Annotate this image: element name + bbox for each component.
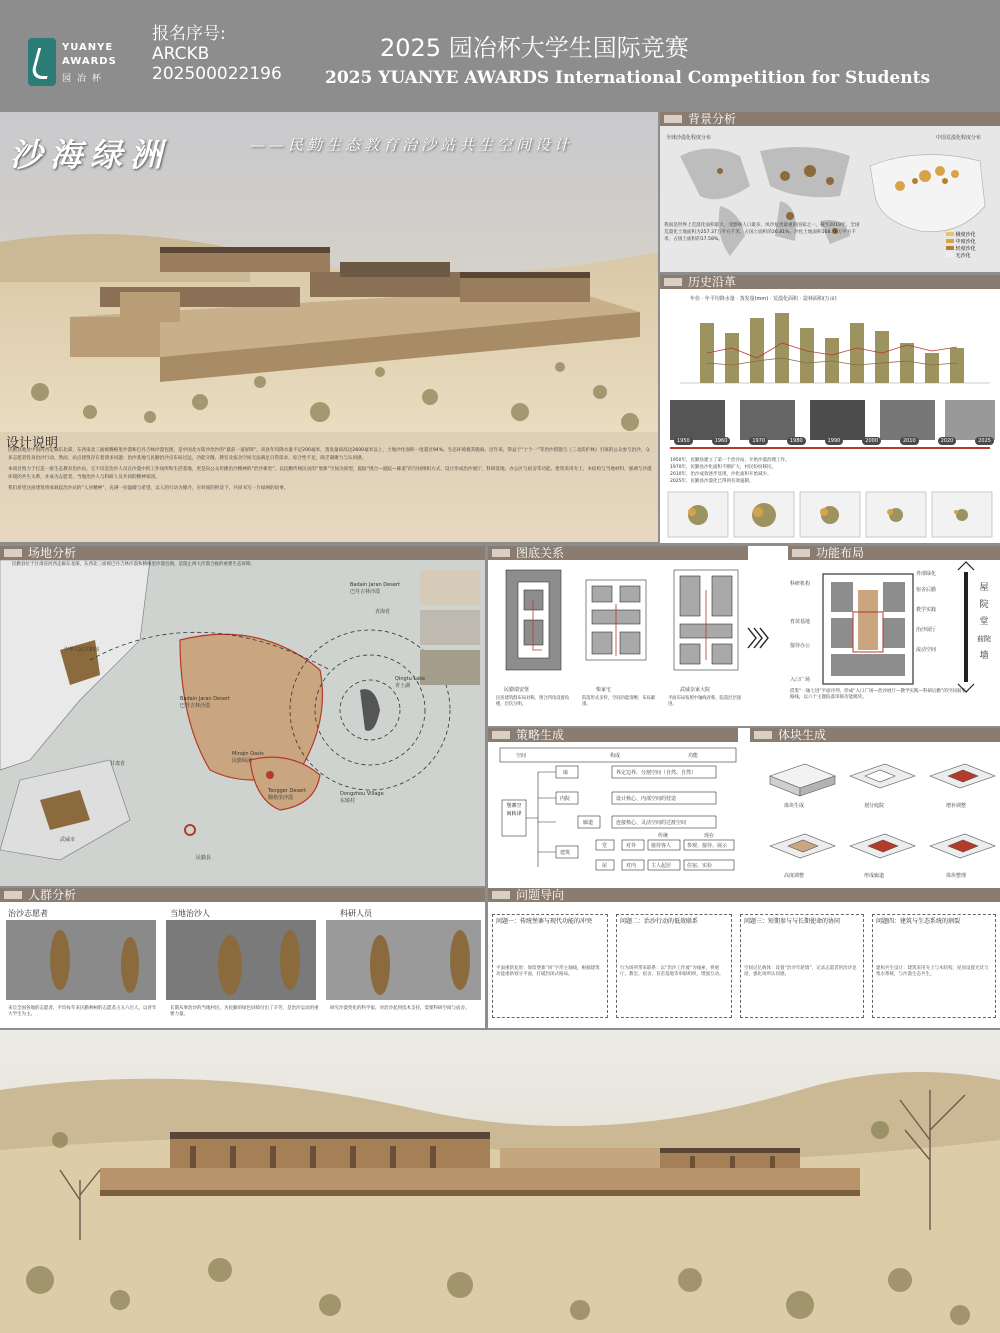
crowd-analysis-panel xyxy=(0,888,485,1028)
tree-node: 堂 xyxy=(602,843,608,849)
logo-mark-icon xyxy=(28,38,56,86)
elevation-render-image xyxy=(0,1030,1000,1333)
crowd-group-label: 治沙志愿者 xyxy=(8,909,48,918)
registration-info xyxy=(152,24,282,84)
map1-title: 全球沙漠化程度分布 xyxy=(666,135,712,141)
problem-body: 平面重新复原：保留堡寨“回”字形主轴线，根据建筑功能重新划分平面，打破封闭式格局。 xyxy=(496,966,600,977)
timeline-year: 1960 xyxy=(712,437,731,445)
section-header: 问题导向 xyxy=(488,888,1000,902)
project-subtitle: ——民勤生态教育治沙站共生空间设计 xyxy=(250,136,574,154)
timeline-year: 2025 xyxy=(975,437,994,445)
zone-label: 治沙展厅 xyxy=(916,627,937,633)
label-badain-desert: Badain Jaran Desert 巴丹吉林沙漠 xyxy=(350,582,400,595)
section-header: 场地分析 xyxy=(0,546,485,560)
timeline-year: 1950 xyxy=(674,437,693,445)
reg-label: 报名序号: xyxy=(152,24,226,44)
design-statement-text xyxy=(8,447,653,493)
tree-node: 廊道 xyxy=(583,820,594,826)
figure-ground-panel xyxy=(488,546,1000,726)
fg-name-2: 柴家宅 xyxy=(596,687,612,693)
timeline xyxy=(674,437,994,445)
strategy-panel xyxy=(488,728,1000,888)
site-note: 民勤县位于甘肃省河西走廊东北部，东西北三面被巴丹吉林沙漠和腾格里沙漠包围，是阻止两大沙漠合拢的重要生态屏障。 xyxy=(12,562,255,567)
tree-top-2: 构成 xyxy=(610,753,621,759)
title-en: 2025 YUANYE AWARDS International Competition for Students xyxy=(325,68,931,88)
elevation-render-panel xyxy=(0,1030,1000,1333)
history-legend: 年份 · 年平均降水量 · 蒸发量(mm) · 荒漠化面积 · 造林面积(万亩) xyxy=(690,296,837,302)
yuanye-awards-logo xyxy=(28,38,122,86)
zone-label: 教学实践 xyxy=(916,607,937,613)
tree-item: 设计核心、内部空间的营造 xyxy=(616,796,677,802)
zone-label: 流动空间 xyxy=(916,647,937,653)
tree-item: 界定边界、分割空间（自然、自然） xyxy=(616,770,697,776)
massing-step: 划分庭院 xyxy=(864,803,885,809)
sub-cell: 住宿、实验 xyxy=(687,863,713,869)
section-header: 策略生成 xyxy=(488,728,738,742)
map-legend xyxy=(946,232,976,260)
hero-render-panel xyxy=(0,112,658,542)
problem-card xyxy=(872,914,996,1018)
vertical-sequence xyxy=(974,580,994,665)
history-note: 2010年，治沙成效逐步显现，沙化面积开始减少。 xyxy=(670,472,772,477)
section-header: 功能布局 xyxy=(788,546,1000,560)
background-analysis-panel xyxy=(660,112,1000,272)
section-header: 背景分析 xyxy=(660,112,1000,126)
title-cn: 2025 园冶杯大学生国际竞赛 xyxy=(380,34,689,62)
massing-step: 高度调整 xyxy=(784,873,805,879)
sub-cell: 对外 xyxy=(626,843,637,849)
reg-number: 202500022196 xyxy=(152,64,282,84)
massing-step: 增补调整 xyxy=(946,803,967,809)
crowd-group-label: 当地治沙人 xyxy=(170,909,210,918)
tree-top-3: 功能 xyxy=(688,753,699,759)
massing-diagrams xyxy=(750,746,1000,886)
label-qingtu-lake: Qingtu Lake 青土湖 xyxy=(395,676,426,689)
massing-step: 形成廊道 xyxy=(864,873,885,879)
section-header: 历史沿革 xyxy=(660,275,1000,289)
history-maps xyxy=(660,490,1000,540)
label-china: 中华人民共和国 xyxy=(64,647,100,653)
design-paragraph: 民勤县地处中国河西走廊东北部，东西南北三面被腾格里沙漠和巴丹吉林沙漠包围，是中国北方防沙治沙的“最前一道屏障”。该县年均降水量不足200毫米，蒸发量却高达2600毫米以上，土地沙化面积一度超过94%。生态环境极其脆弱。近年来，得益于“十个一”等治沙措施与《三北防护林》引领的公众参与治沙，众多志愿者投身治沙行动，然而，站点建筑存在着诸多问题：治沙基地与民勤治沙点布局过远，功能分散，教室及宿舍空间无法满足日常需求，综合性不足，缺乏凝聚力与认同感。 xyxy=(8,448,650,461)
tree-item: 连接核心、灵活空间的过渡空间 xyxy=(616,820,687,826)
problem-panel xyxy=(488,888,1000,1028)
design-paragraph: 我们希望这座建筑将承载起治沙站的“人居精神”，充满一份温暖与希望，以人的行动为媒介，在时间的积淀下，共同书写一片绿洲的故事。 xyxy=(8,486,289,491)
section-header: 图底关系 xyxy=(488,546,748,560)
legend-item: 蒸发量(mm) xyxy=(739,296,769,302)
problem-body: 建构共生设计：建筑采用夯土与木结构，屋顶设置光伏与集水系统，与沙漠生态共生。 xyxy=(876,966,989,977)
project-title: 沙海绿洲 xyxy=(10,136,171,174)
sub-head: 现在 xyxy=(704,833,715,839)
seq-item: 屋 xyxy=(979,583,989,593)
tree-node: 内院 xyxy=(560,796,571,802)
label-wuwei: 武威市 xyxy=(60,837,76,843)
legend-item: 极度沙化 xyxy=(955,232,976,238)
legend-item: 年份 xyxy=(690,296,701,302)
sub-cell: 主人起居 xyxy=(651,863,672,869)
crowd-note: 长期从事治沙的当地村民，为民勤的绿色屏障付出了辛劳，是治沙运动的重要力量。 xyxy=(170,1006,319,1017)
background-text: 我国是世界上荒漠化面积最大、受影响人口最多、风沙危害最重的国家之一。截至2019年，全国荒漠化土地面积为257.37万平方千米，占国土面积的26.81%，沙化土地面积168.78万平方千米，占国土面积的17.58%。 xyxy=(664,223,860,242)
timeline-axis xyxy=(670,447,990,449)
legend-item: 轻度沙化 xyxy=(955,246,976,252)
problem-card xyxy=(740,914,864,1018)
problem-body: 行为场所带来联系：以“治沙工作流”为线索，将展厅、教室、宿舍、育苗基地等串联组织，增强互动。 xyxy=(620,966,724,977)
tree-node: 屋 xyxy=(602,863,608,869)
crowd-note: 研究沙漠变化的科学家，对治沙起到技术支持，需要科研空间与宿舍。 xyxy=(330,1006,470,1011)
fg-desc-3: 平面布局按照中轴线对称，院落层层递进。 xyxy=(668,696,742,707)
history-notes xyxy=(670,457,990,485)
tree-node: 廓 xyxy=(563,770,569,776)
sub-head: 传统 xyxy=(658,833,669,839)
section-header: 人群分析 xyxy=(0,888,485,902)
logo-word-yuanye: YUANYE xyxy=(62,42,114,53)
timeline-year: 2020 xyxy=(938,437,957,445)
zone-label: 入口广场 xyxy=(790,677,811,683)
seq-item: 堂 xyxy=(979,617,989,627)
sub-cell: 参观、接待、展示 xyxy=(687,843,728,849)
problem-title: 问题四：建筑与生态系统的割裂 xyxy=(876,918,961,925)
zone-label: 科研机构 xyxy=(790,581,811,587)
tree-root: 堡寨空间转译 xyxy=(506,803,522,817)
crowd-group-label: 科研人员 xyxy=(340,909,372,918)
problem-title: 问题一：传统堡寨与现代功能的冲突 xyxy=(496,918,593,925)
history-bar-chart xyxy=(660,303,1000,393)
tree-top-1: 空间 xyxy=(516,753,527,759)
logo-word-cn: 园冶杯 xyxy=(62,74,108,84)
problem-title: 问题三：短期参与与长期使命的协同 xyxy=(744,918,841,925)
seq-item: 前院 xyxy=(977,635,991,643)
massing-step: 体块整理 xyxy=(946,873,967,879)
legend-item: 荒漠化面积 xyxy=(773,296,799,302)
crowd-photos xyxy=(0,920,485,1000)
legend-item: 年平均降水量 xyxy=(704,296,735,302)
fg-desc-1: 民居建筑群布局对称、围合四角设置角楼，层次分明。 xyxy=(496,696,570,707)
problem-card xyxy=(616,914,732,1018)
label-minqin-county: 民勤县 xyxy=(196,855,212,861)
label-badain-main: Badain Jaran Desert 巴丹吉林沙漠 xyxy=(180,696,230,709)
zone-label: 外部绿化 xyxy=(916,571,937,577)
header xyxy=(0,0,1000,108)
crowd-note: 来自全国各地的志愿者，平均每年来民勤种树的志愿者占五六百人，以青年大学生为主。 xyxy=(8,1006,157,1017)
problem-body: 空间记忆载体：设置“治沙年轮墙”，记录志愿者的治沙足迹，强化场所认同感。 xyxy=(744,966,857,977)
history-note: 2025年，民勤县沙漠化已得到有效遏制。 xyxy=(670,479,754,484)
sub-cell: 接待客人 xyxy=(651,843,672,849)
zone-label: 育苗基地 xyxy=(790,619,811,625)
label-minqin-oasis: Minqin Oasis 民勤绿洲 xyxy=(232,751,264,764)
legend-item: 无沙化 xyxy=(955,253,971,259)
map2-title: 中国荒漠化程度分布 xyxy=(936,135,982,141)
timeline-year: 1990 xyxy=(825,437,844,445)
reg-code: ARCKB xyxy=(152,44,210,64)
tree-node: 建筑 xyxy=(560,850,571,856)
fg-desc-2: 院落形式多样，空间功能清晰，布局紧凑。 xyxy=(582,696,656,707)
timeline-year: 1970 xyxy=(749,437,768,445)
fg-name-3: 武威杂家大院 xyxy=(680,687,711,693)
function-note: 借鉴“一轴七进”平面序列，形成“入口广场—治沙展厅—教学实践—科研后勤”的空间叙事路线，以六个主题院落串联功能模块。 xyxy=(790,689,966,700)
site-analysis-panel xyxy=(0,546,485,886)
sub-cell: 对内 xyxy=(626,863,637,869)
massing-step: 体块生成 xyxy=(784,803,805,809)
section-header: 体块生成 xyxy=(750,728,1000,742)
timeline-year: 2010 xyxy=(900,437,919,445)
seq-item: 院 xyxy=(979,600,989,610)
seq-item: 墙 xyxy=(979,651,989,661)
timeline-year: 2000 xyxy=(862,437,881,445)
zone-label: 接待办公 xyxy=(790,643,811,649)
problem-card xyxy=(492,914,608,1018)
label-qinghai: 青海省 xyxy=(375,609,391,615)
design-paragraph: 本项目致力于打造一座生态教育治沙站，它不仅是治沙人员在沙漠中的工作场所和生活基地，更是向公众传播治沙精神的“治沙课堂”。以民勤传统民居的“堡寨”空间为原型，提取“围合—庭院—廊道”的空间组织方式，设计形成治沙展厅、科研基地、办公区与宿舍等功能。建筑采用夯土、木结构与当地材料，强调与沙漠环境的共生关系，并成为志愿者、当地治沙人与科研人员共同的精神家园。 xyxy=(8,467,652,480)
zone-label: 宿舍后勤 xyxy=(916,587,937,593)
fg-name-1: 民勤瑞安堡 xyxy=(504,687,530,693)
history-panel xyxy=(660,275,1000,543)
legend-item: 造林面积(万亩) xyxy=(802,296,837,302)
label-tengger: Tengger Desert 腾格里沙漠 xyxy=(268,788,307,801)
timeline-year: 1980 xyxy=(787,437,806,445)
logo-word-awards: AWARDS xyxy=(62,56,117,67)
legend-item: 中度沙化 xyxy=(955,239,976,245)
design-statement-heading: 设计说明 xyxy=(6,436,59,451)
problem-title: 问题二：治沙行动的低效联系 xyxy=(620,918,699,925)
label-dongzhou-village: Dongzhou Village 东镇村 xyxy=(340,791,384,804)
label-gansu: 甘肃省 xyxy=(110,761,126,767)
history-note: 1950年，民勤县建立了第一个治沙站，开始沙漠治理工作。 xyxy=(670,458,790,463)
history-note: 1970年，民勤县沙化面积不断扩大，村民纷纷移民。 xyxy=(670,465,776,470)
